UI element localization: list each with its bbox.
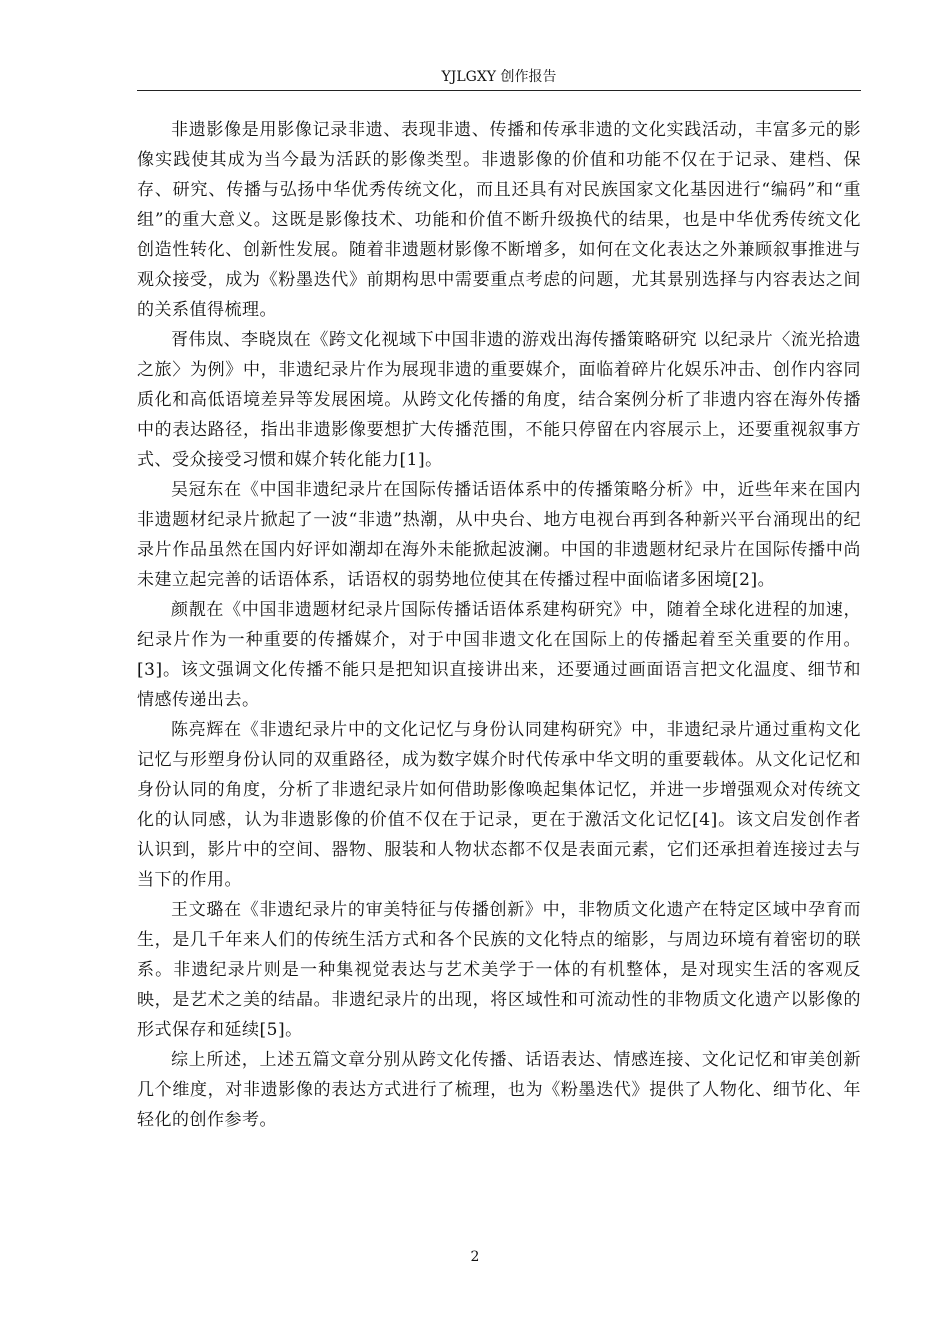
paragraph-review-3: 颜靓在《中国非遗题材纪录片国际传播话语体系建构研究》中，随着全球化进程的加速，纪录片作为一种重要的传播媒介，对于中国非遗文化在国际上的传播起着至关重要的作用。[3]。该文强调文化传播不能只是把知识直接讲出来，还要通过画面语言把文化温度、细节和情感传递出去。 [137,600,861,710]
running-header: YJLGXY 创作报告 [441,69,557,85]
paragraph-review-5: 王文璐在《非遗纪录片的审美特征与传播创新》中，非物质文化遗产在特定区域中孕育而生，是几千年来人们的传统生活方式和各个民族的文化特点的缩影，与周边环境有着密切的联系。非遗纪录片则是一种集视觉表达与艺术美学于一体的有机整体，是对现实生活的客观反映，是艺术之美的结晶。非遗纪录片的出现，将区域性和可流动性的非物质文化遗产以影像的形式保存和延续[5]。 [137,900,861,1040]
page-number: 2 [470,1249,480,1265]
paragraph-intro: 非遗影像是用影像记录非遗、表现非遗、传播和传承非遗的文化实践活动，丰富多元的影像实践使其成为当今最为活跃的影像类型。非遗影像的价值和功能不仅在于记录、建档、保存、研究、传播与弘扬中华优秀传统文化，而且还具有对民族国家文化基因进行“编码”和“重组”的重大意义。这既是影像技术、功能和价值不断升级换代的结果，也是中华优秀传统文化创造性转化、创新性发展。随着非遗题材影像不断增多，如何在文化表达之外兼顾叙事推进与观众接受，成为《粉墨迭代》前期构思中需要重点考虑的问题，尤其景别选择与内容表达之间的关系值得梳理。 [137,120,861,320]
report-body [137,115,861,1135]
paragraph-review-1: 胥伟岚、李晓岚在《跨文化视域下中国非遗的游戏出海传播策略研究 以纪录片〈流光拾遗之旅〉为例》中，非遗纪录片作为展现非遗的重要媒介，面临着碎片化娱乐冲击、创作内容同质化和高低语境差异等发展困境。从跨文化传播的角度，结合案例分析了非遗内容在海外传播中的表达路径，指出非遗影像要想扩大传播范围，不能只停留在内容展示上，还要重视叙事方式、受众接受习惯和媒介转化能力[1]。 [137,330,861,470]
paragraph-review-2: 吴冠东在《中国非遗纪录片在国际传播话语体系中的传播策略分析》中，近些年来在国内非遗题材纪录片掀起了一波“非遗”热潮，从中央台、地方电视台再到各种新兴平台涌现出的纪录片作品虽然在国内好评如潮却在海外未能掀起波澜。中国的非遗题材纪录片在国际传播中尚未建立起完善的话语体系，话语权的弱势地位使其在传播过程中面临诸多困境[2]。 [137,480,861,590]
paragraph-summary: 综上所述，上述五篇文章分别从跨文化传播、话语表达、情感连接、文化记忆和审美创新几个维度，对非遗影像的表达方式进行了梳理，也为《粉墨迭代》提供了人物化、细节化、年轻化的创作参考。 [137,1050,861,1130]
paragraph-review-4: 陈亮辉在《非遗纪录片中的文化记忆与身份认同建构研究》中，非遗纪录片通过重构文化记忆与形塑身份认同的双重路径，成为数字媒介时代传承中华文明的重要载体。从文化记忆和身份认同的角度，分析了非遗纪录片如何借助影像唤起集体记忆，并进一步增强观众对传统文化的认同感，认为非遗影像的价值不仅在于记录，更在于激活文化记忆[4]。该文启发创作者认识到，影片中的空间、器物、服装和人物状态都不仅是表面元素，它们还承担着连接过去与当下的作用。 [137,720,861,890]
header-rule [137,90,861,91]
